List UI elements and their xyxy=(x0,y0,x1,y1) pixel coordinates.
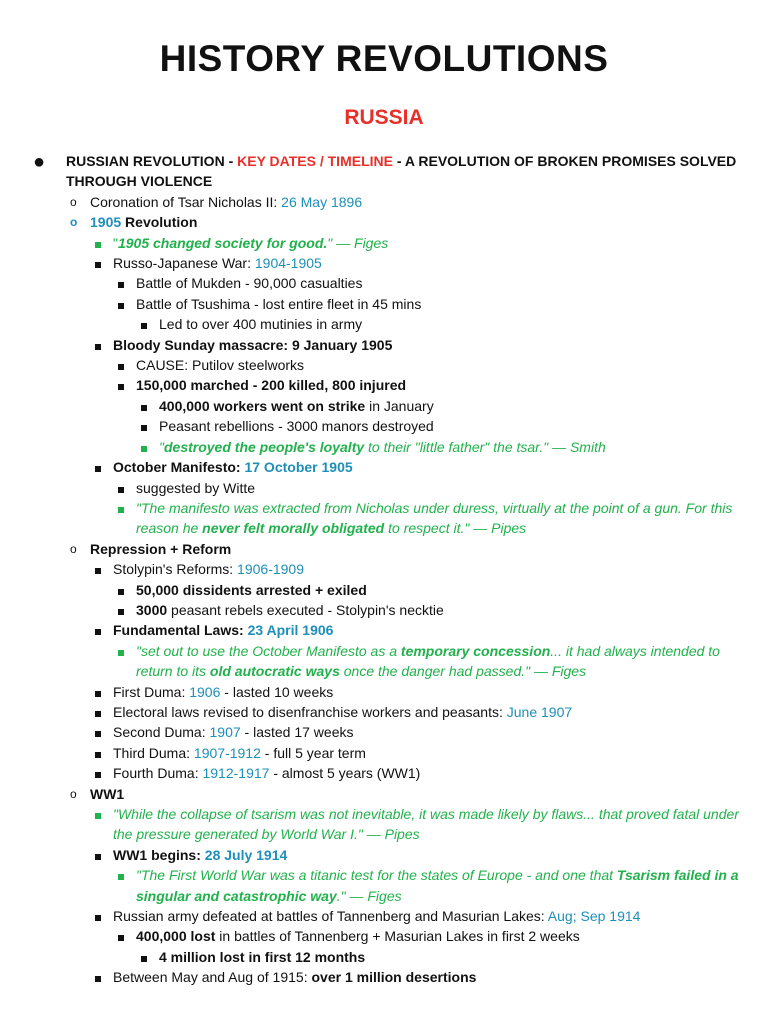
bullet-square-icon xyxy=(118,384,124,390)
outline-text: Russian army defeated at battles of Tannenberg and Masurian Lakes: xyxy=(113,908,548,925)
bullet-square-icon xyxy=(118,282,124,288)
bullet-square-icon xyxy=(95,854,101,860)
page-title: HISTORY REVOLUTIONS xyxy=(159,38,609,79)
outline-text: - full 5 year term xyxy=(260,744,366,761)
outline-text: RUSSIAN REVOLUTION - xyxy=(66,153,238,169)
outline-text: - lasted 17 weeks xyxy=(240,724,354,741)
outline-text: 28 July 1914 xyxy=(204,846,288,863)
bullet-square-icon xyxy=(118,589,124,595)
bullet-square-icon xyxy=(95,711,101,717)
outline-text: 3000 xyxy=(136,601,168,618)
outline-item xyxy=(0,702,768,722)
bullet-square-icon xyxy=(95,976,101,982)
bullet-square-icon xyxy=(95,629,101,635)
outline-text: over 1 million desertions xyxy=(311,969,477,986)
outline-text: Bloody Sunday massacre: 9 January 1905 xyxy=(113,336,393,353)
outline-text: " xyxy=(113,234,118,251)
outline-text: 23 April 1906 xyxy=(247,622,334,639)
outline-text: 17 October 1905 xyxy=(244,459,353,476)
outline-text: 1907-1912 xyxy=(193,744,261,761)
bullet-square-icon xyxy=(141,323,147,329)
outline-text: to their "little father" the tsar." — Smith xyxy=(364,438,606,455)
outline-item xyxy=(0,865,768,906)
outline-text: WW1 xyxy=(90,785,125,802)
outline-item xyxy=(0,559,768,579)
bullet-circle-icon: o xyxy=(70,786,77,801)
outline-item xyxy=(0,804,768,845)
outline-item xyxy=(0,906,768,926)
outline-text: "While the collapse of tsarism was not inevitable, it was made likely by flaws... that proved fatal under the pressure generated by World War I." — Pipes xyxy=(113,806,739,843)
outline-text: Repression + Reform xyxy=(90,540,232,557)
outline-text: "The manifesto was extracted from Nicholas under duress, virtually at the point of a gun. For this reason he xyxy=(136,499,733,537)
outline-text: 400,000 workers went on strike xyxy=(159,397,366,414)
outline-text: CAUSE: Putilov steelworks xyxy=(136,357,305,374)
bullet-square-icon xyxy=(95,813,101,819)
outline-item xyxy=(0,682,768,702)
outline-text: Battle of Tsushima - lost entire fleet in 45 mins xyxy=(136,295,422,312)
outline-item xyxy=(0,457,768,477)
outline-item xyxy=(0,355,768,375)
outline-text: Stolypin's Reforms: xyxy=(113,561,238,578)
outline-item xyxy=(0,151,768,192)
outline-text: never felt morally obligated xyxy=(202,520,385,537)
outline-item xyxy=(0,335,768,355)
bullet-square-icon xyxy=(118,507,124,513)
outline-text: 1905 xyxy=(90,214,122,231)
outline-text: peasant rebels executed - Stolypin's necktie xyxy=(167,601,444,618)
outline-text: First Duma: xyxy=(113,683,190,700)
outline-text: destroyed the people's loyalty xyxy=(163,438,365,455)
outline-item xyxy=(0,763,768,783)
outline-item xyxy=(0,641,768,682)
outline-item xyxy=(0,294,768,314)
outline-text: Fundamental Laws: xyxy=(113,622,248,639)
outline-item xyxy=(0,437,768,457)
outline-item xyxy=(0,539,768,559)
section-title: RUSSIA xyxy=(344,106,424,129)
outline-text: 400,000 lost xyxy=(136,928,216,945)
bullet-square-icon xyxy=(95,691,101,697)
outline-text: - lasted 10 weeks xyxy=(220,683,334,700)
outline-text: suggested by Witte xyxy=(136,479,256,496)
bullet-square-icon xyxy=(95,262,101,268)
outline-text: Second Duma: xyxy=(113,724,210,741)
outline-item xyxy=(0,600,768,620)
bullet-square-icon xyxy=(95,772,101,778)
outline-item xyxy=(0,478,768,498)
outline-text: 1906 xyxy=(189,683,221,700)
outline-text: Tsarism failed in a singular and catastrophic way xyxy=(136,867,739,904)
outline-text: in January xyxy=(365,397,434,414)
bullet-square-icon xyxy=(95,731,101,737)
outline-text: 1907 xyxy=(209,724,241,741)
outline-text: Electoral laws revised to disenfranchise workers and peasants: xyxy=(113,703,507,720)
outline-text: Peasant rebellions - 3000 manors destroyed xyxy=(159,418,434,435)
outline-text: Coronation of Tsar Nicholas II: xyxy=(90,193,282,210)
outline-text: 1904-1905 xyxy=(254,255,322,272)
outline-text: 150,000 marched - 200 killed, 800 injured xyxy=(136,377,407,394)
outline-item xyxy=(0,947,768,967)
outline-text: Russo-Japanese War: xyxy=(113,255,255,272)
bullet-square-icon xyxy=(95,915,101,921)
outline-text: 4 million lost in first 12 months xyxy=(159,948,366,965)
outline-item xyxy=(0,580,768,600)
outline-item xyxy=(0,926,768,946)
outline-text: - A REVOLUTION OF BROKEN PROMISES SOLVED THROUGH VIOLENCE xyxy=(66,153,737,190)
outline-item xyxy=(0,253,768,273)
bullet-square-icon xyxy=(118,874,124,880)
outline-text: temporary concession xyxy=(400,642,551,659)
outline-text: 1906-1909 xyxy=(237,561,304,578)
outline-text: "set out to use the October Manifesto as a xyxy=(136,642,401,659)
outline-text: WW1 begins: xyxy=(113,846,205,863)
outline-text: 26 May 1896 xyxy=(281,193,363,210)
outline-text: KEY DATES / TIMELINE xyxy=(237,153,393,169)
outline-item xyxy=(0,784,768,804)
outline-text: Led to over 400 mutinies in army xyxy=(159,316,363,333)
outline-item xyxy=(0,273,768,293)
bullet-square-icon xyxy=(118,935,124,941)
outline-text: 50,000 dissidents arrested + exiled xyxy=(136,581,367,598)
bullet-circle-icon: o xyxy=(70,194,77,209)
bullet-square-icon xyxy=(118,364,124,370)
bullet-circle-icon: o xyxy=(70,541,77,556)
outline-item xyxy=(0,498,768,539)
outline-text: - almost 5 years (WW1) xyxy=(269,765,421,782)
outline-text: " — Figes xyxy=(327,234,389,251)
outline-text: 1905 changed society for good. xyxy=(117,234,328,251)
bullet-square-icon xyxy=(95,344,101,350)
outline-text: in battles of Tannenberg + Masurian Lakes in first 2 weeks xyxy=(215,928,580,945)
bullet-square-icon xyxy=(118,487,124,493)
outline-text: old autocratic ways xyxy=(209,663,340,680)
outline-text: Between May and Aug of 1915: xyxy=(113,969,312,986)
outline-text: Third Duma: xyxy=(113,744,194,761)
outline-text: to respect it." — Pipes xyxy=(384,520,527,537)
outline-item xyxy=(0,375,768,395)
bullet-square-icon xyxy=(141,956,147,962)
outline-item xyxy=(0,212,768,232)
bullet-outline xyxy=(0,151,768,988)
outline-item xyxy=(0,620,768,640)
outline-text: once the danger had passed." — Figes xyxy=(339,663,587,680)
bullet-square-icon xyxy=(141,405,147,411)
bullet-square-icon xyxy=(118,303,124,309)
bullet-square-icon xyxy=(141,446,147,452)
outline-text: 1912-1917 xyxy=(202,765,270,782)
outline-item xyxy=(0,967,768,987)
outline-text: Revolution xyxy=(121,214,198,231)
bullet-circle-icon: o xyxy=(70,215,78,230)
bullet-square-icon xyxy=(95,752,101,758)
bullet-square-icon xyxy=(95,568,101,574)
outline-text: ." — Figes xyxy=(336,887,402,904)
bullet-square-icon xyxy=(118,650,124,656)
outline-item xyxy=(0,192,768,212)
outline-item xyxy=(0,722,768,742)
outline-item xyxy=(0,314,768,334)
outline-text: "The First World War was a titanic test for the states of Europe - and one that xyxy=(136,867,617,884)
outline-item xyxy=(0,233,768,253)
outline-item xyxy=(0,416,768,436)
outline-item xyxy=(0,743,768,763)
outline-text: Aug; Sep 1914 xyxy=(547,908,641,925)
bullet-disc-icon: ● xyxy=(33,151,46,173)
outline-text: Fourth Duma: xyxy=(113,765,203,782)
outline-text: ... it had always intended to return to its xyxy=(136,642,720,680)
outline-item xyxy=(0,845,768,865)
outline-text: June 1907 xyxy=(506,703,573,720)
outline-text: " xyxy=(159,438,164,455)
bullet-square-icon xyxy=(95,242,101,248)
outline-text: Battle of Mukden - 90,000 casualties xyxy=(136,275,363,292)
bullet-square-icon xyxy=(141,425,147,431)
bullet-square-icon xyxy=(95,466,101,472)
bullet-square-icon xyxy=(118,609,124,615)
outline-item xyxy=(0,396,768,416)
outline-text: October Manifesto: xyxy=(113,459,245,476)
